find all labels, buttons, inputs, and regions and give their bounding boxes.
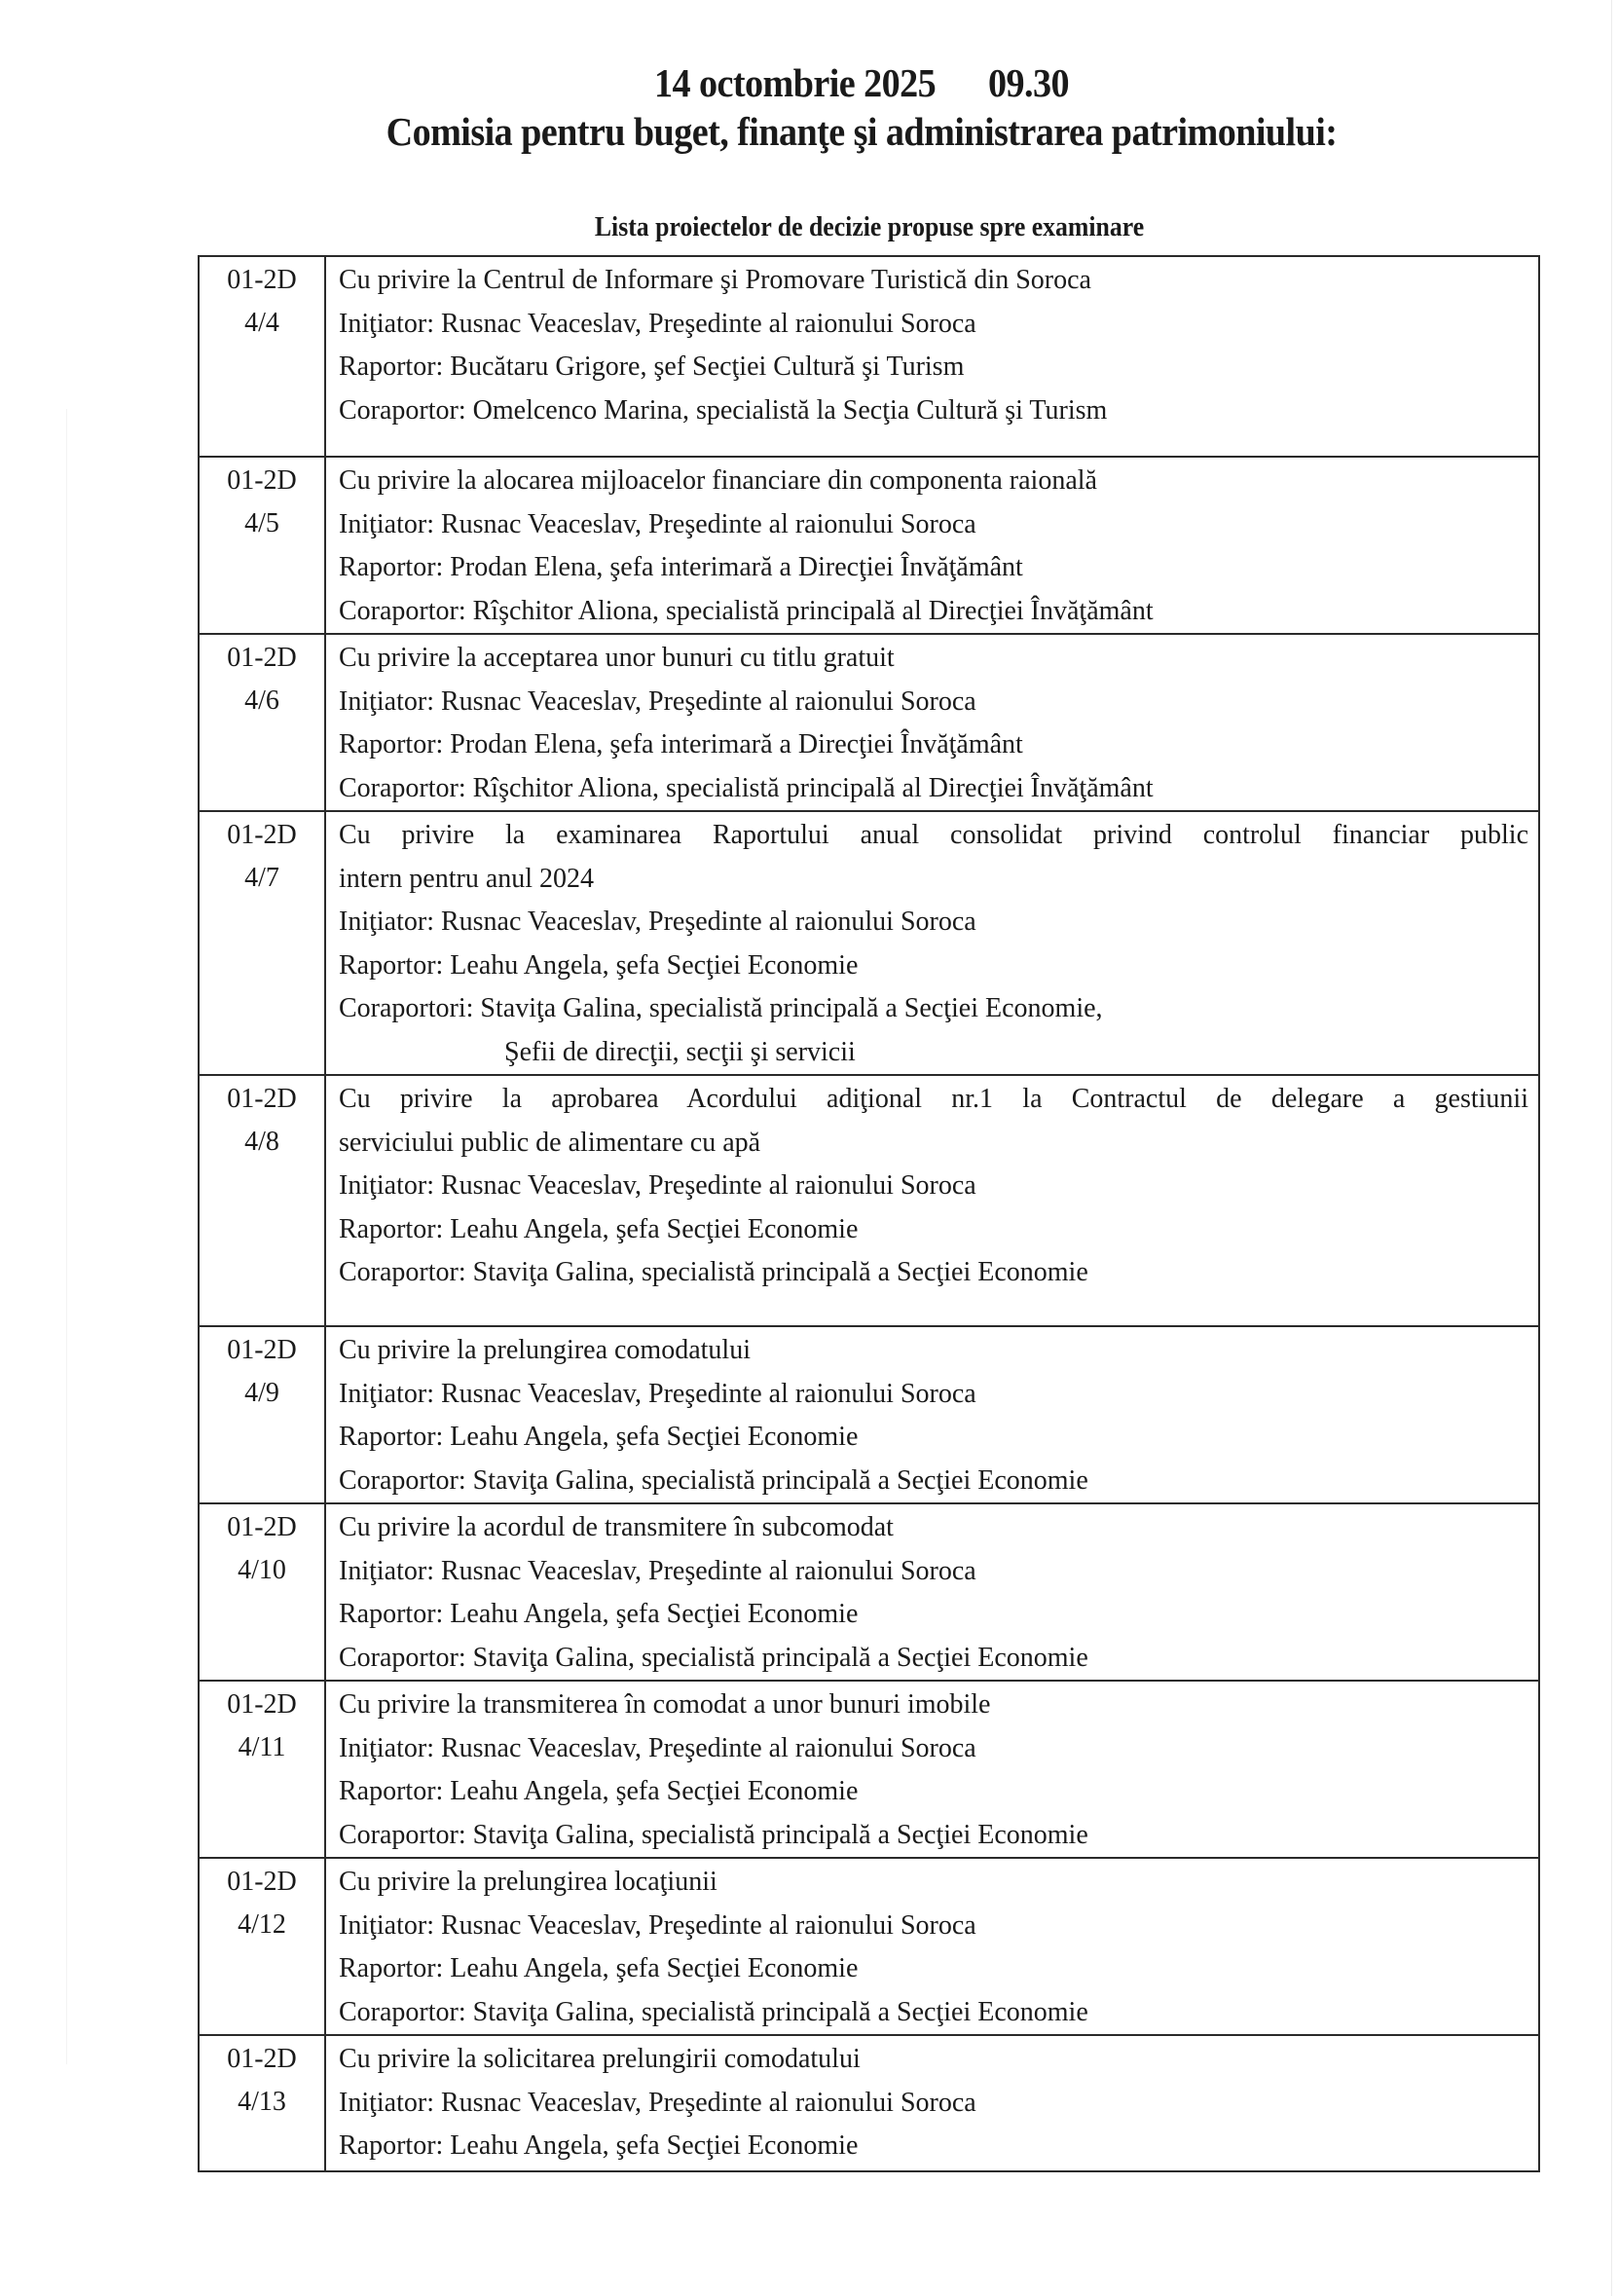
project-title-line: Cu privire la transmiterea în comodat a unor bunuri imobile <box>339 1689 991 1720</box>
rapporteur-line: Raportor: Leahu Angela, şefa Secţiei Economie <box>339 2130 859 2161</box>
project-code-cell <box>199 457 325 634</box>
project-details-cell <box>325 457 1539 634</box>
co-rapporteur-line: Coraportor: Rîşchitor Aliona, specialistă principală al Direcţiei Învăţământ <box>339 772 1154 803</box>
project-code: 01-2D <box>227 1084 297 1114</box>
project-code-cell <box>199 1075 325 1326</box>
project-number: 4/12 <box>238 1909 286 1940</box>
table-row <box>199 256 1539 457</box>
project-details-cell <box>325 1503 1539 1681</box>
project-number: 4/5 <box>244 508 279 538</box>
project-title-line: Cu privire la alocarea mijloacelor financiare din componenta raională <box>339 465 1097 496</box>
project-code-cell <box>199 256 325 457</box>
initiator-line: Iniţiator: Rusnac Veaceslav, Preşedinte al raionului Soroca <box>339 2087 976 2118</box>
table-row <box>199 2035 1539 2171</box>
rapporteur-line: Raportor: Leahu Angela, şefa Secţiei Economie <box>339 1776 859 1806</box>
project-title-line: Cu privire la acceptarea unor bunuri cu titlu gratuit <box>339 643 895 673</box>
initiator-line: Iniţiator: Rusnac Veaceslav, Preşedinte al raionului Soroca <box>339 508 976 539</box>
co-rapporteur-line: Coraportor: Staviţa Galina, specialistă principală a Secţiei Economie <box>339 1642 1088 1673</box>
table-row <box>199 811 1539 1075</box>
rapporteur-line: Raportor: Leahu Angela, şefa Secţiei Economie <box>339 1599 859 1629</box>
project-code: 01-2D <box>227 643 297 673</box>
project-code: 01-2D <box>227 2044 297 2074</box>
project-details-cell <box>325 256 1539 457</box>
project-details-cell <box>325 1326 1539 1503</box>
initiator-line: Iniţiator: Rusnac Veaceslav, Preşedinte al raionului Soroca <box>339 1732 976 1763</box>
project-number: 4/13 <box>238 2087 286 2117</box>
project-code-cell <box>199 1858 325 2035</box>
table-row <box>199 1503 1539 1681</box>
project-title-line: intern pentru anul 2024 <box>339 863 595 894</box>
project-code: 01-2D <box>227 1512 297 1542</box>
project-number: 4/6 <box>244 685 279 716</box>
project-code-cell <box>199 634 325 811</box>
project-code-cell <box>199 1681 325 1858</box>
co-rapporteur-line: Coraportor: Staviţa Galina, specialistă principală a Secţiei Economie <box>339 1819 1088 1850</box>
project-number: 4/11 <box>238 1732 286 1762</box>
co-rapporteur-line: Şefii de direcţii, secţii şi servicii <box>504 1036 856 1067</box>
rapporteur-line: Raportor: Leahu Angela, şefa Secţiei Economie <box>339 1953 859 1983</box>
project-details-cell <box>325 811 1539 1075</box>
rapporteur-line: Raportor: Prodan Elena, şefa interimară a Direcţiei Învăţământ <box>339 552 1023 582</box>
project-details-cell <box>325 2035 1539 2171</box>
project-code: 01-2D <box>227 265 297 295</box>
table-row <box>199 1858 1539 2035</box>
co-rapporteur-line: Coraportor: Staviţa Galina, specialistă principală a Secţiei Economie <box>339 1257 1088 1287</box>
initiator-line: Iniţiator: Rusnac Veaceslav, Preşedinte al raionului Soroca <box>339 907 976 937</box>
table-row <box>199 634 1539 811</box>
co-rapporteur-line: Coraportor: Rîşchitor Aliona, specialistă principală al Direcţiei Învăţământ <box>339 595 1154 626</box>
rapporteur-line: Raportor: Leahu Angela, şefa Secţiei Economie <box>339 949 859 981</box>
project-code: 01-2D <box>227 820 297 850</box>
project-details-cell <box>325 1858 1539 2035</box>
document-header <box>0 58 1618 156</box>
project-title-line: Cu privire la acordul de transmitere în subcomodat <box>339 1512 894 1542</box>
rapporteur-line: Raportor: Prodan Elena, şefa interimară a Direcţiei Învăţământ <box>339 729 1023 759</box>
projects-table <box>198 255 1540 2172</box>
co-rapporteur-line: Coraportori: Staviţa Galina, specialistă principală a Secţiei Economie, <box>339 993 1103 1023</box>
project-number: 4/8 <box>244 1127 279 1157</box>
project-title-line: Cu privire la solicitarea prelungirii comodatului <box>339 2044 861 2074</box>
initiator-line: Iniţiator: Rusnac Veaceslav, Preşedinte al raionului Soroca <box>339 1555 976 1586</box>
project-code-cell <box>199 1326 325 1503</box>
scan-edge-line <box>1611 0 1612 2296</box>
project-code-cell <box>199 1503 325 1681</box>
project-title-line: Cu privire la prelungirea locaţiunii <box>339 1867 717 1897</box>
table-row <box>199 1681 1539 1858</box>
rapporteur-line: Raportor: Leahu Angela, şefa Secţiei Economie <box>339 1213 859 1244</box>
project-title-line: Cu privire la aprobarea Acordului adiţional nr.1 la Contractul de delegare a gestiunii <box>339 1084 1528 1114</box>
project-code: 01-2D <box>227 1335 297 1365</box>
scan-edge-line-left <box>66 409 67 2064</box>
initiator-line: Iniţiator: Rusnac Veaceslav, Preşedinte al raionului Soroca <box>339 308 976 339</box>
project-number: 4/10 <box>238 1555 286 1585</box>
project-title-line: Cu privire la examinarea Raportului anual consolidat privind controlul financiar public <box>339 820 1528 850</box>
list-title: Lista proiectelor de decizie propuse spre examinare <box>594 212 1145 242</box>
initiator-line: Iniţiator: Rusnac Veaceslav, Preşedinte al raionului Soroca <box>339 1378 976 1409</box>
project-details-cell <box>325 634 1539 811</box>
project-code-cell <box>199 2035 325 2171</box>
commission-title: Comisia pentru buget, finanţe şi administrarea patrimoniului: <box>386 109 1338 154</box>
project-details-cell <box>325 1075 1539 1326</box>
meeting-time: 09.30 <box>987 60 1069 105</box>
projects-table-body <box>199 256 1539 2171</box>
project-number: 4/7 <box>244 863 279 893</box>
co-rapporteur-line: Coraportor: Staviţa Galina, specialistă principală a Secţiei Economie <box>339 1464 1088 1496</box>
co-rapporteur-line: Coraportor: Omelcenco Marina, specialistă la Secţia Cultură şi Turism <box>339 394 1108 426</box>
initiator-line: Iniţiator: Rusnac Veaceslav, Preşedinte al raionului Soroca <box>339 685 976 717</box>
project-details-cell <box>325 1681 1539 1858</box>
table-row <box>199 1326 1539 1503</box>
project-number: 4/9 <box>244 1378 279 1408</box>
initiator-line: Iniţiator: Rusnac Veaceslav, Preşedinte al raionului Soroca <box>339 1170 976 1201</box>
project-code: 01-2D <box>227 1867 297 1897</box>
table-row <box>199 1075 1539 1326</box>
project-code: 01-2D <box>227 465 297 496</box>
rapporteur-line: Raportor: Bucătaru Grigore, şef Secţiei Cultură şi Turism <box>339 352 965 382</box>
co-rapporteur-line: Coraportor: Staviţa Galina, specialistă principală a Secţiei Economie <box>339 1996 1088 2027</box>
project-number: 4/4 <box>244 308 279 338</box>
meeting-date: 14 octombrie 2025 <box>653 60 937 105</box>
initiator-line: Iniţiator: Rusnac Veaceslav, Preşedinte al raionului Soroca <box>339 1909 976 1941</box>
project-title-line: Cu privire la Centrul de Informare şi Promovare Turistică din Soroca <box>339 265 1091 295</box>
project-code: 01-2D <box>227 1689 297 1720</box>
meeting-datetime <box>60 58 1618 107</box>
project-code-cell <box>199 811 325 1075</box>
project-title-line: Cu privire la prelungirea comodatului <box>339 1335 751 1365</box>
table-row <box>199 457 1539 634</box>
rapporteur-line: Raportor: Leahu Angela, şefa Secţiei Economie <box>339 1422 859 1452</box>
project-title-line: serviciului public de alimentare cu apă <box>339 1127 761 1158</box>
